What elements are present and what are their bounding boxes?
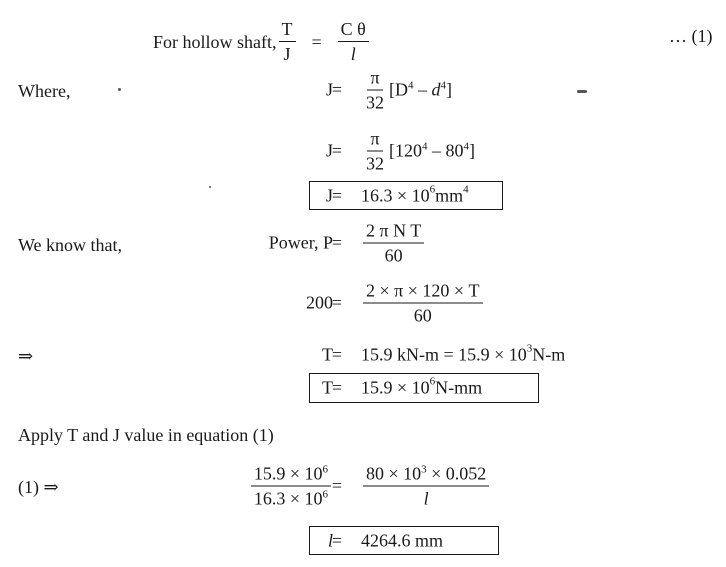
- j-value: 16.3 × 10 $^6$ mm $^4$: [361, 183, 469, 206]
- equals-sign: =: [331, 292, 343, 313]
- numerator-2-pi-n-t: 2 π N T: [363, 222, 424, 244]
- equals-sign: =: [331, 140, 343, 161]
- where-label: Where,: [18, 81, 71, 101]
- fraction-t-over-j-values: [251, 465, 331, 508]
- fraction-c-theta-over-l: [338, 20, 369, 63]
- equals-sign: =: [331, 530, 343, 551]
- bracket-expression: $[D^4 - d^4]$: [389, 79, 452, 100]
- torque-value: 15.9 kN-m = 15.9 × 10 $^3$ N-m: [361, 342, 566, 365]
- equals-sign: =: [331, 377, 343, 398]
- equals-sign: =: [331, 475, 343, 496]
- denominator-60: 60: [413, 305, 432, 326]
- bracket-expression: $[120^4 - 80^4]$: [389, 140, 475, 161]
- power-symbol: Power, P: [268, 232, 333, 253]
- numerator-t: T: [279, 20, 296, 42]
- j-symbol: J: [325, 185, 333, 206]
- fraction-pi-over-32: [363, 69, 387, 112]
- implies-arrow: ⇒: [18, 346, 34, 366]
- fraction-pi-over-32: [363, 130, 387, 173]
- equation-one-implies: (1) ⇒: [18, 477, 59, 497]
- denominator-32: 32: [366, 92, 384, 113]
- numerator-c-theta: C θ: [338, 20, 369, 42]
- equation-reference: … (1): [669, 26, 713, 46]
- numerator-pi: π: [367, 69, 382, 91]
- denominator-l: l: [423, 488, 429, 509]
- power-value-200: 200: [306, 292, 333, 313]
- hollow-shaft-label: For hollow shaft,: [153, 31, 277, 52]
- numerator-torque: $15.9 \times 10^6$: [251, 465, 331, 487]
- scan-speck: [118, 88, 121, 91]
- numerator-c-theta-values: $80 \times 10^3 \times 0.052$: [363, 465, 489, 487]
- equals-sign: =: [331, 344, 343, 365]
- fraction-power-substitution: [363, 282, 483, 325]
- denominator-j: J: [283, 44, 291, 64]
- l-symbol: l: [327, 530, 333, 551]
- we-know-that-label: We know that,: [18, 235, 123, 255]
- equals-sign: =: [311, 31, 322, 52]
- denominator-l: l: [350, 44, 356, 64]
- denominator-60: 60: [384, 245, 403, 266]
- scan-speck: [577, 90, 587, 93]
- apply-instruction: Apply T and J value in equation (1): [18, 425, 274, 445]
- equals-sign: =: [331, 232, 343, 253]
- t-symbol: T: [322, 377, 333, 398]
- fraction-c-theta-over-l-values: [363, 465, 489, 508]
- equals-sign: =: [331, 185, 343, 206]
- fraction-power: [363, 222, 424, 265]
- fraction-t-over-j: [279, 20, 296, 63]
- denominator-32: 32: [366, 153, 384, 174]
- line-hollow-shaft: [153, 20, 371, 63]
- length-value: 4264.6 mm: [361, 530, 444, 551]
- numerator-pi: π: [367, 130, 382, 152]
- scan-speck: [209, 186, 211, 188]
- numerator-substitution: 2 × π × 120 × T: [363, 282, 483, 304]
- t-symbol: T: [322, 344, 333, 365]
- equals-sign: =: [331, 79, 343, 100]
- torque-nmm-value: 15.9 × 10 $^6$ N-mm: [361, 375, 483, 398]
- denominator-polar-moment: $16.3 \times 10^6$: [253, 488, 328, 509]
- j-symbol: J: [325, 79, 333, 100]
- j-symbol: J: [325, 140, 333, 161]
